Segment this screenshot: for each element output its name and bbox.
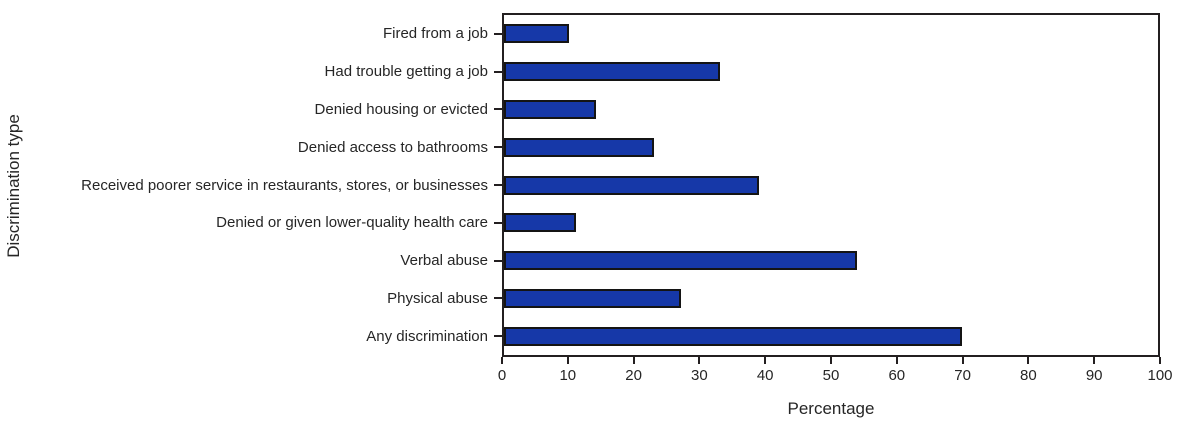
y-tick [494,71,502,73]
bar-row [504,204,1158,242]
plot-area [502,13,1160,357]
x-tick-label: 0 [497,367,507,384]
category-label: Any discrimination [366,327,488,345]
y-tick [494,184,502,186]
x-tick-label: 50 [822,367,840,384]
x-tick [633,357,635,364]
bar [504,251,857,270]
y-axis-label: Discrimination type [4,114,23,258]
x-tick [501,357,503,364]
x-tick-label: 80 [1020,367,1037,384]
x-tick [1159,357,1161,364]
bar-row [504,166,1158,204]
category-label: Verbal abuse [400,252,488,270]
x-tick [962,357,964,364]
bar [504,213,576,232]
y-tick [494,33,502,35]
x-tick-label: 10 [559,367,577,384]
y-tick [494,146,502,148]
y-tick [494,108,502,110]
x-tick [764,357,766,364]
x-tick [698,357,700,364]
x-axis-label: Percentage [787,399,875,418]
bar [504,176,759,195]
bar-row [504,15,1158,53]
bar-row [504,128,1158,166]
x-tick-label: 100 [1147,367,1173,384]
category-label: Denied housing or evicted [314,100,488,118]
x-tick-label: 90 [1085,367,1103,384]
x-axis-tick-labels [497,367,1173,385]
x-tick [1093,357,1095,364]
y-axis-ticks [494,15,502,355]
bar-row [504,91,1158,129]
category-label: Denied access to bathrooms [297,138,488,156]
bar [504,24,569,43]
y-tick [494,297,502,299]
bar [504,62,720,81]
bar-row [504,242,1158,280]
x-tick [830,357,832,364]
y-tick [494,260,502,262]
category-label: Fired from a job [382,25,488,43]
bar [504,289,681,308]
bar-row [504,53,1158,91]
bar-row [504,279,1158,317]
bar [504,138,654,157]
x-tick-label: 20 [625,367,642,384]
bar [504,327,962,346]
x-tick [567,357,569,364]
x-tick-label: 70 [954,367,971,384]
x-tick-label: 40 [756,367,774,384]
x-tick [896,357,898,364]
category-label: Physical abuse [387,289,488,307]
y-tick [494,335,502,337]
category-label: Had trouble getting a job [324,63,488,81]
x-tick-label: 60 [888,367,906,384]
x-axis-ticks [502,357,1160,364]
x-tick [1027,357,1029,364]
x-tick-label: 30 [691,367,708,384]
category-label: Received poorer service in restaurants, stores, or businesses [81,176,488,194]
category-labels [0,15,488,355]
bar [504,100,596,119]
bar-row [504,317,1158,355]
category-label: Denied or given lower-quality health care [216,214,488,232]
y-tick [494,222,502,224]
